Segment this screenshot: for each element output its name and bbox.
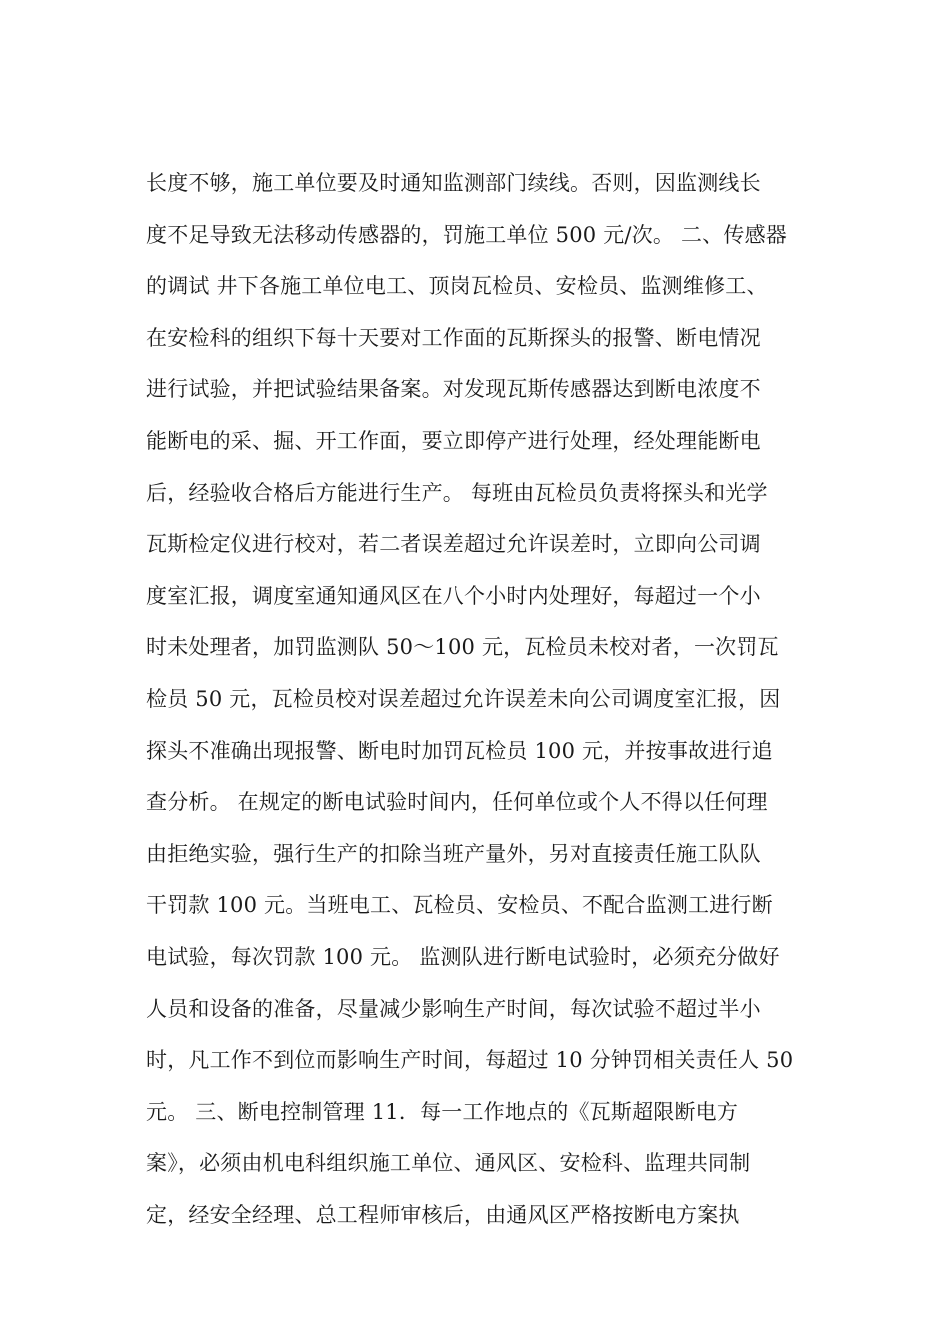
text-line: 的调试 井下各施工单位电工、顶岗瓦检员、安检员、监测维修工、 (146, 274, 768, 299)
text-line: 瓦斯检定仪进行校对，若二者误差超过允许误差时，立即向公司调 (146, 532, 761, 557)
text-line: 度室汇报，调度室通知通风区在八个小时内处理好，每超过一个小 (146, 583, 761, 608)
text-line: 在安检科的组织下每十天要对工作面的瓦斯探头的报警、断电情况 (146, 325, 761, 350)
text-line: 由拒绝实验，强行生产的扣除当班产量外，另对直接责任施工队队 (146, 841, 761, 866)
body-text (146, 158, 826, 1241)
text-line: 后，经验收合格后方能进行生产。 每班由瓦检员负责将探头和光学 (146, 480, 768, 505)
text-line: 长度不够，施工单位要及时通知监测部门续线。否则，因监测线长 (146, 171, 761, 195)
text-line: 案》，必须由机电科组织施工单位、通风区、安检科、监理共同制 (146, 1151, 751, 1176)
text-line: 人员和设备的准备，尽量减少影响生产时间，每次试验不超过半小 (146, 996, 761, 1021)
text-line: 查分析。 在规定的断电试验时间内，任何单位或个人不得以任何理 (146, 790, 768, 815)
text-line: 度不足导致无法移动传感器的，罚施工单位 500 元/次。 二、传感器 (146, 222, 787, 247)
text-line: 元。 三、断电控制管理 11．每一工作地点的《瓦斯超限断电方 (146, 1099, 739, 1124)
text-line: 干罚款 100 元。当班电工、瓦检员、安检员、不配合监测工进行断 (146, 893, 773, 918)
text-line: 时未处理者，加罚监测队 50～100 元，瓦检员未校对者，一次罚瓦 (146, 635, 779, 660)
text-line: 电试验，每次罚款 100 元。 监测队进行断电试验时，必须充分做好 (146, 944, 780, 969)
text-line: 进行试验，并把试验结果备案。对发现瓦斯传感器达到断电浓度不 (146, 377, 761, 402)
text-line: 能断电的采、掘、开工作面，要立即停产进行处理，经处理能断电 (146, 428, 761, 453)
text-line: 定，经安全经理、总工程师审核后，由通风区严格按断电方案执 (146, 1202, 740, 1227)
text-line: 探头不准确出现报警、断电时加罚瓦检员 100 元，并按事故进行追 (146, 738, 773, 763)
text-line: 时，凡工作不到位而影响生产时间，每超过 10 分钟罚相关责任人 50 (146, 1048, 794, 1073)
text-line: 检员 50 元，瓦检员校对误差超过允许误差未向公司调度室汇报，因 (146, 686, 781, 711)
